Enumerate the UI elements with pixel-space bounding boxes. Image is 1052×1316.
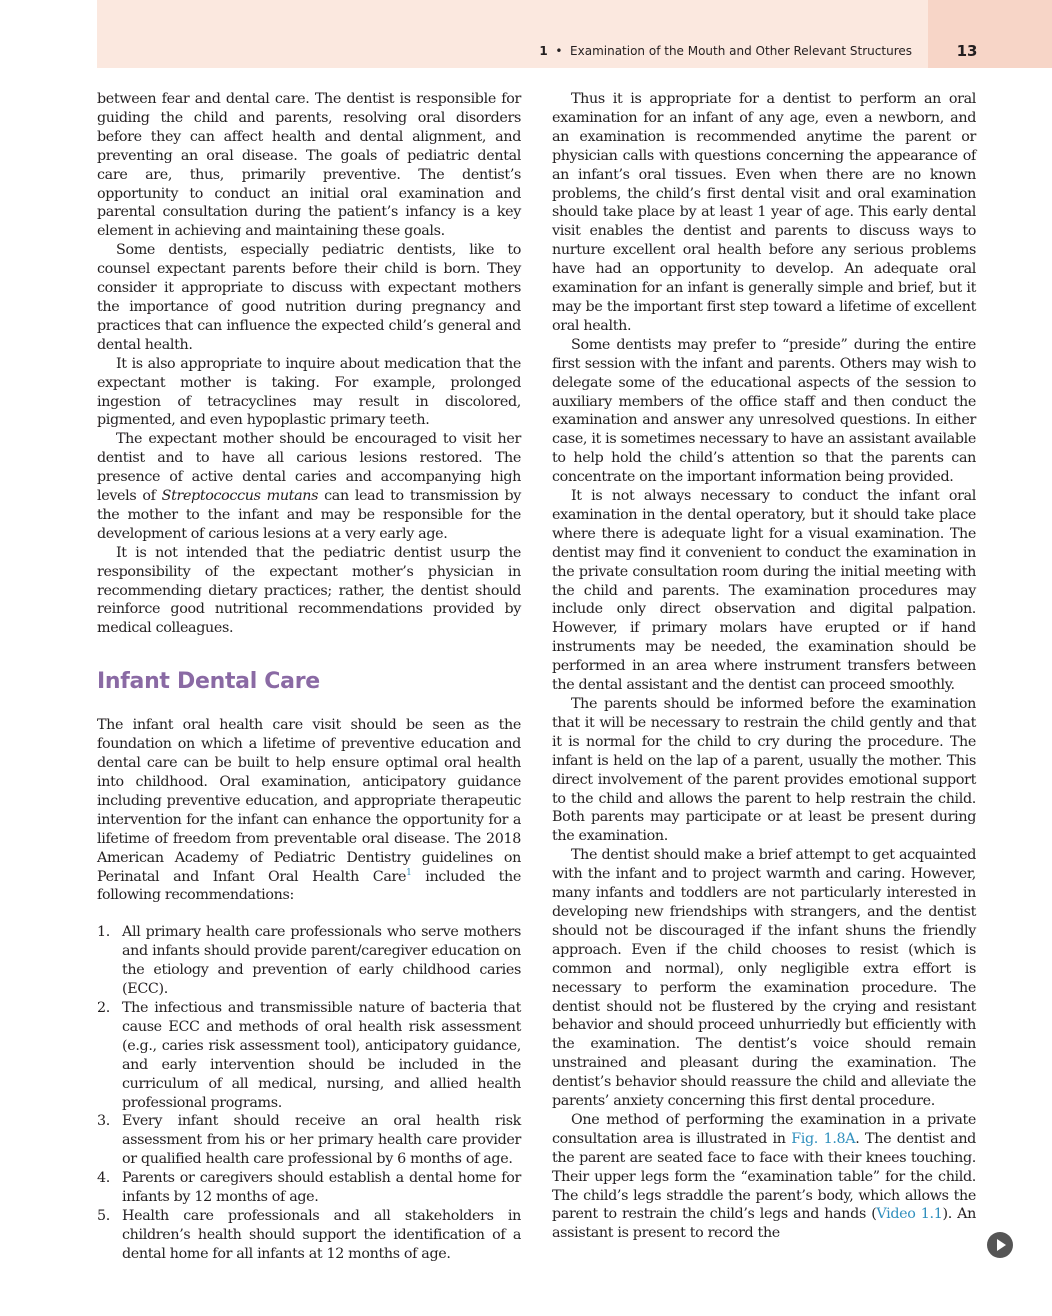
list-item xyxy=(97,923,521,999)
section-heading: Infant Dental Care xyxy=(97,669,320,695)
list-text: Parents or caregivers should establish a dental home for infants by 12 months of age. xyxy=(122,1170,521,1206)
left-column xyxy=(97,90,521,1264)
paragraph: between fear and dental care. The dentist is responsible for guiding the child and parents, resolving oral disorders before they can affect health and dental alignment, and preventing an oral disease. The goals of pediatric dental care are, thus, primarily preventive. The dentist’s opportunity to conduct an initial oral examination and parental consultation during the patient’s infancy is a key element in achieving and maintaining these goals. xyxy=(97,91,521,240)
list-item xyxy=(97,1112,521,1169)
list-item xyxy=(97,999,521,1112)
paragraph: The parents should be informed before the examination that it will be necessary to restrain the child gently and that it is normal for the child to cry during the procedure. The infant is held on the lap of a parent, usually the mother. This direct involvement of the parent provides emotional support to the child and allows the parent to help restrain the child. Both parents may participate or at least be present during the examination. xyxy=(552,696,976,845)
chapter-number: 1 xyxy=(539,44,548,58)
reference-link[interactable]: 1 xyxy=(406,867,412,878)
paragraph: It is not always necessary to conduct the infant oral examination in the dental operatory, but it should take place where there is adequate light for a visual examination. The dentist may find it convenient to conduct the examination in the private consultation room during the initial meeting with the child and parents. The examination procedures may include only direct observation and digital palpation. However, if primary molars have erupted or if hand instruments may be needed, the examination should be performed in an area where instrument transfers between the dental assistant and the dentist can proceed smoothly. xyxy=(552,488,976,694)
list-text: Every infant should receive an oral health risk assessment from his or her primary health care provider or qualified health care professional by 6 months of age. xyxy=(122,1113,521,1168)
paragraph-examination-method xyxy=(552,1111,976,1243)
list-number: 5. xyxy=(97,1207,110,1224)
chapter-title: Examination of the Mouth and Other Relevant Structures xyxy=(570,44,912,58)
intro-paragraph xyxy=(97,716,521,905)
italic-species-name: Streptococcus mutans xyxy=(161,488,319,505)
list-number: 2. xyxy=(97,999,110,1016)
list-number: 3. xyxy=(97,1113,110,1130)
list-number: 4. xyxy=(97,1170,110,1187)
paragraph: The dentist should make a brief attempt to get acquainted with the infant and to project warmth and caring. However, many infants and toddlers are not particularly interested in developing new friendships with strangers, and the dentist should not be discouraged if the infant shuns the friendly approach. Even if the child chooses to resist (which is common and normal), only negligible extra effort is necessary to perform the examination procedure. The dentist should not be flustered by the crying and resistant behavior and should proceed unhurriedly but efficiently with the examination. The dentist’s voice should remain unstrained and pleasant during the examination. The dentist’s behavior should reassure the child and alleviate the parents’ anxiety concerning this first dental procedure. xyxy=(552,847,976,1110)
text-run: The expectant mother should be encouraged to visit her dentist and to have all carious lesions restored. The presence of active dental caries and accompanying high levels of xyxy=(97,431,521,505)
text-run: ). An assistant is present to record the xyxy=(552,1206,976,1242)
running-head xyxy=(539,44,912,58)
paragraph-streptococcus xyxy=(97,430,521,543)
header-separator: • xyxy=(555,44,563,58)
paragraph: Some dentists may prefer to “preside” during the entire first session with the infant and parents. Others may wish to delegate some of the educational aspects of the session to auxiliary members of the office staff and then conduct the examination and answer any unresolved questions. In either case, it is sometimes necessary to have an assistant available to help hold the child’s attention so that the parents can concentrate on the important information being provided. xyxy=(552,336,976,486)
recommendations-list xyxy=(97,923,521,1263)
video-link[interactable]: Video 1.1 xyxy=(876,1206,943,1223)
list-text: The infectious and transmissible nature of bacteria that cause ECC and methods of oral health risk assessment (e.g., caries risk assessment tool), anticipatory guidance, and early intervention should be included in the curriculum of all medical, nursing, and allied health professional programs. xyxy=(122,999,521,1111)
text-run: . The dentist and the parent are seated face to face with their knees touching. Their upper legs form the “examination table” for the child. The child’s legs straddle the parent’s body, which allows the parent to restrain the child’s legs and hands ( xyxy=(552,1130,976,1223)
list-number: 1. xyxy=(97,924,110,941)
play-icon[interactable] xyxy=(987,1232,1013,1258)
list-item xyxy=(97,1207,521,1264)
list-item xyxy=(97,1169,521,1207)
page-number: 13 xyxy=(956,42,978,60)
paragraph: Thus it is appropriate for a dentist to perform an oral examination for an infant of any age, even a newborn, and an examination is recommended anytime the parent or physician calls with questions concerning the appearance of an infant’s oral tissues. Even when there are no known problems, the child’s first dental visit and oral examination should take place by at least 1 year of age. This early dental visit enables the dentist and parents to discuss ways to nurture excellent oral health before any serious problems have had an opportunity to develop. An adequate oral examination for an infant is generally simple and brief, but it may be the important first step toward a lifetime of excellent oral health. xyxy=(552,91,976,334)
paragraph: It is not intended that the pediatric dentist usurp the responsibility of the expectant mother’s physician in recommending dietary practices; rather, the dentist should reinforce good nutritional recommendations provided by medical colleagues. xyxy=(97,544,521,637)
list-text: All primary health care professionals who serve mothers and infants should provide parent/caregiver education on the etiology and prevention of early childhood caries (ECC). xyxy=(122,924,521,998)
figure-link[interactable]: Fig. 1.8A xyxy=(791,1130,856,1147)
text-run: One method of performing the examination in a private consultation area is illustrated in xyxy=(552,1111,976,1147)
text-run: can lead to transmission by the mother to the infant and may be responsible for the development of carious lesions at a very early age. xyxy=(97,488,522,542)
paragraph: Some dentists, especially pediatric dentists, like to counsel expectant parents before their child is born. They consider it appropriate to discuss with expectant mothers the importance of good nutrition during pregnancy and practices that can influence the expected child’s general and dental health. xyxy=(97,242,521,353)
list-text: Health care professionals and all stakeholders in children’s health should support the identification of a dental home for all infants at 12 months of age. xyxy=(122,1207,521,1262)
paragraph: It is also appropriate to inquire about medication that the expectant mother is taking. For example, prolonged ingestion of tetracyclines may result in discolored, pigmented, and even hypoplastic primary teeth. xyxy=(97,355,521,429)
right-column xyxy=(552,90,976,1243)
text-run: included the following recommendations: xyxy=(97,868,521,904)
text-run: The infant oral health care visit should be seen as the foundation on which a lifetime of preventive education and dental care can be built to help ensure optimal oral health into childhood. Oral examination, anticipatory guidance including preventive education, and appropriate therapeutic intervention for the infant can enhance the opportunity for a lifetime of freedom from preventable oral disease. The 2018 American Academy of Pediatric Dentistry guidelines on Perinatal and Infant Oral Health Care xyxy=(97,717,521,885)
